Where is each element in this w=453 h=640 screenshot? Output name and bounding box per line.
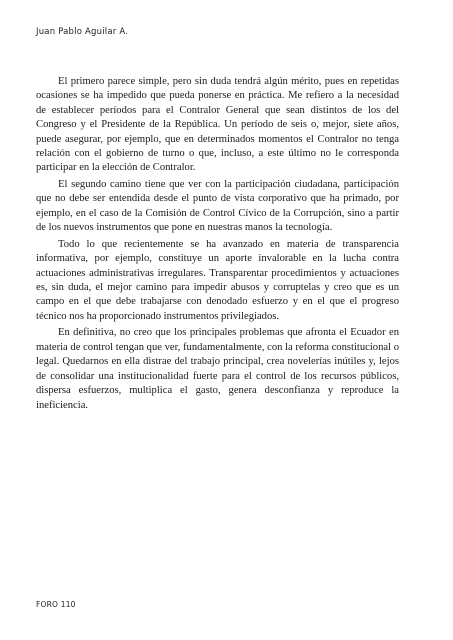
running-header-author: Juan Pablo Aguilar A. [36,27,129,37]
paragraph-1: El primero parece simple, pero sin duda tendrá algún mérito, pues en repetidas ocasiones se ha impedido que pueda ponerse en práctica. Me refiero a la necesidad de establecer períodos para el Contralor General que sean distintos de los del Congreso y el Presidente de la República. Un período de seis o, mejor, siete años, puede asegurar, por ejemplo, que en determinados momentos el Contralor no tenga relación con el gobierno de turno o que, incluso, a este último no le corresponda participar en la elección de Contralor. [36,76,399,174]
paragraph-3: Todo lo que recientemente se ha avanzado en materia de transparencia informativa, por ejemplo, constituye un aporte invalorable en la lucha contra actuaciones administrativas irregulares. Transparentar procedimientos y actuaciones es, sin duda, el mejor camino para impedir abusos y corruptelas y creo que es un campo en el que debe trabajarse con denodado esfuerzo y en el que el progreso técnico nos ha proporcionado instrumentos privilegiados. [36,238,399,322]
body-text [36,75,399,415]
paragraph-4: En definitiva, no creo que los principales problemas que afronta el Ecuador en materia de control tengan que ver, fundamentalmente, con la reforma constitucional o legal. Quedarnos en ella distrae del trabajo principal, crea novelerías inútiles y, lejos de consolidar una institucionalidad fuerte para el control de los recursos públicos, dispersa esfuerzos, multiplica el gasto, genera desconfianza y reproduce la ineficiencia. [36,327,399,411]
paragraph-2: El segundo camino tiene que ver con la participación ciudadana, participación que no debe ser entendida desde el punto de vista corporativo que ha primado, por ejemplo, en el caso de la Comisión de Control Cívico de la Corrupción, sino a partir de los nuevos instrumentos que pone en nuestras manos la tecnología. [36,179,399,234]
running-footer-page-label: FORO 110 [36,600,76,609]
